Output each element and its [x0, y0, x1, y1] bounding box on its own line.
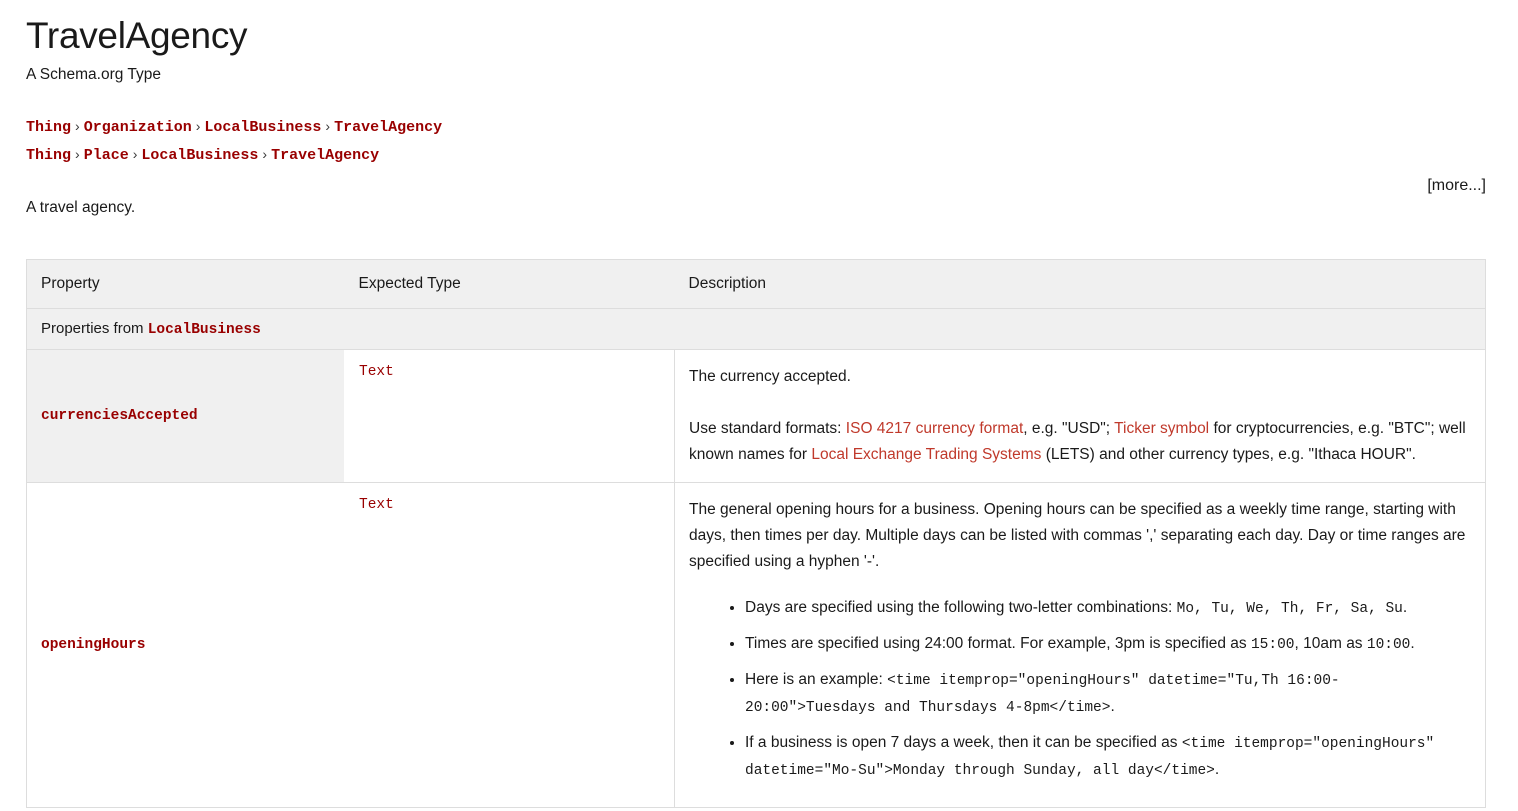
breadcrumb-link-thing-2[interactable]: Thing — [26, 147, 72, 164]
chevron-right-icon: › — [325, 118, 331, 134]
list-item — [745, 595, 1467, 622]
description-paragraph-1: The general opening hours for a business. Opening hours can be specified as a weekly time range, starting with days, then times per day. Multiple days can be listed with commas ',' separating each day. Day or time ranges are specified using a hyphen '-'. — [689, 501, 1466, 570]
property-link-openinghours[interactable]: openingHours — [41, 637, 146, 653]
description-bullet-list — [689, 595, 1467, 784]
desc-text-mid-1: , e.g. "USD"; — [1023, 420, 1115, 437]
bullet-text-pre: Here is an example: — [745, 671, 888, 688]
bullet-text-pre: Times are specified using 24:00 format. For example, 3pm is specified as — [745, 635, 1251, 652]
link-local-exchange-trading-systems[interactable]: Local Exchange Trading Systems — [811, 446, 1042, 463]
property-name-cell — [27, 350, 345, 483]
chevron-right-icon: › — [195, 118, 201, 134]
list-item — [745, 730, 1467, 784]
bullet-text-post: . — [1110, 698, 1115, 715]
description-cell — [675, 483, 1486, 808]
type-description: A travel agency. — [26, 199, 136, 216]
table-header-row — [27, 260, 1486, 309]
chevron-right-icon: › — [132, 146, 138, 162]
table-row — [27, 483, 1486, 808]
breadcrumb-link-organization[interactable]: Organization — [83, 119, 192, 136]
desc-text-mid-2: for cryptocurrencies, e.g. "BTC"; well known names for — [689, 420, 1466, 463]
type-link-text[interactable]: Text — [359, 497, 394, 513]
bullet-text-post: . — [1410, 635, 1415, 652]
bullet-text-mid: , 10am as — [1294, 635, 1367, 652]
breadcrumb-row-1 — [26, 113, 1486, 141]
bullet-text-pre: Days are specified using the following two-letter combinations: — [745, 599, 1177, 616]
expected-type-cell — [345, 483, 675, 808]
breadcrumb-link-travelagency-2[interactable]: TravelAgency — [271, 147, 380, 164]
expected-type-cell — [345, 350, 675, 483]
desc-text-end: (LETS) and other currency types, e.g. "Ithaca HOUR". — [1041, 446, 1416, 463]
bullet-code-2: 10:00 — [1366, 637, 1411, 653]
breadcrumb-link-localbusiness[interactable]: LocalBusiness — [204, 119, 322, 136]
bullet-code: Mo, Tu, We, Th, Fr, Sa, Su — [1176, 601, 1403, 617]
type-link-text[interactable]: Text — [359, 364, 394, 380]
table-group-prefix: Properties from — [41, 320, 148, 337]
chevron-right-icon: › — [75, 118, 80, 134]
chevron-right-icon: › — [262, 146, 268, 162]
desc-text-pre: Use standard formats: — [689, 420, 846, 437]
table-row — [27, 350, 1486, 483]
table-group-type-link[interactable]: LocalBusiness — [147, 322, 261, 338]
description-cell — [675, 350, 1486, 483]
description-paragraph-1: The currency accepted. — [689, 368, 851, 385]
page-subtitle: A Schema.org Type — [26, 66, 161, 83]
column-header-property: Property — [27, 260, 345, 309]
bullet-code: 15:00 — [1250, 637, 1295, 653]
bullet-code: <time itemprop="openingHours" datetime="Tu,Th 16:00-20:00">Tuesdays and Thursdays 4-8pm</time> — [745, 673, 1340, 716]
breadcrumb — [26, 113, 1486, 169]
bullet-text-post: . — [1402, 599, 1408, 616]
bullet-text-post: . — [1214, 761, 1220, 778]
property-name-cell — [27, 483, 345, 808]
chevron-right-icon: › — [75, 146, 80, 162]
bullet-code: <time itemprop="openingHours" datetime="Mo-Su">Monday through Sunday, all day</time> — [745, 736, 1435, 779]
link-iso-4217[interactable]: ISO 4217 currency format — [845, 420, 1024, 437]
list-item — [745, 631, 1467, 658]
link-ticker-symbol[interactable]: Ticker symbol — [1114, 420, 1210, 437]
breadcrumb-link-place[interactable]: Place — [83, 147, 129, 164]
breadcrumb-row-2 — [26, 141, 1486, 169]
breadcrumb-link-travelagency[interactable]: TravelAgency — [334, 119, 443, 136]
column-header-description: Description — [675, 260, 1486, 309]
column-header-expected-type: Expected Type — [345, 260, 675, 309]
description-paragraph-2 — [689, 416, 1467, 468]
page-title: TravelAgency — [26, 15, 248, 56]
breadcrumb-link-localbusiness-2[interactable]: LocalBusiness — [141, 147, 259, 164]
breadcrumb-link-thing[interactable]: Thing — [26, 119, 72, 136]
property-link-currenciesaccepted[interactable]: currenciesAccepted — [41, 408, 198, 424]
table-group-label — [27, 309, 1486, 350]
list-item — [745, 667, 1467, 721]
more-row — [26, 169, 1486, 194]
bullet-text-pre: If a business is open 7 days a week, then it can be specified as — [745, 734, 1182, 751]
properties-table — [26, 259, 1486, 808]
more-link[interactable]: [more...] — [1427, 177, 1486, 194]
table-group-row — [27, 309, 1486, 350]
